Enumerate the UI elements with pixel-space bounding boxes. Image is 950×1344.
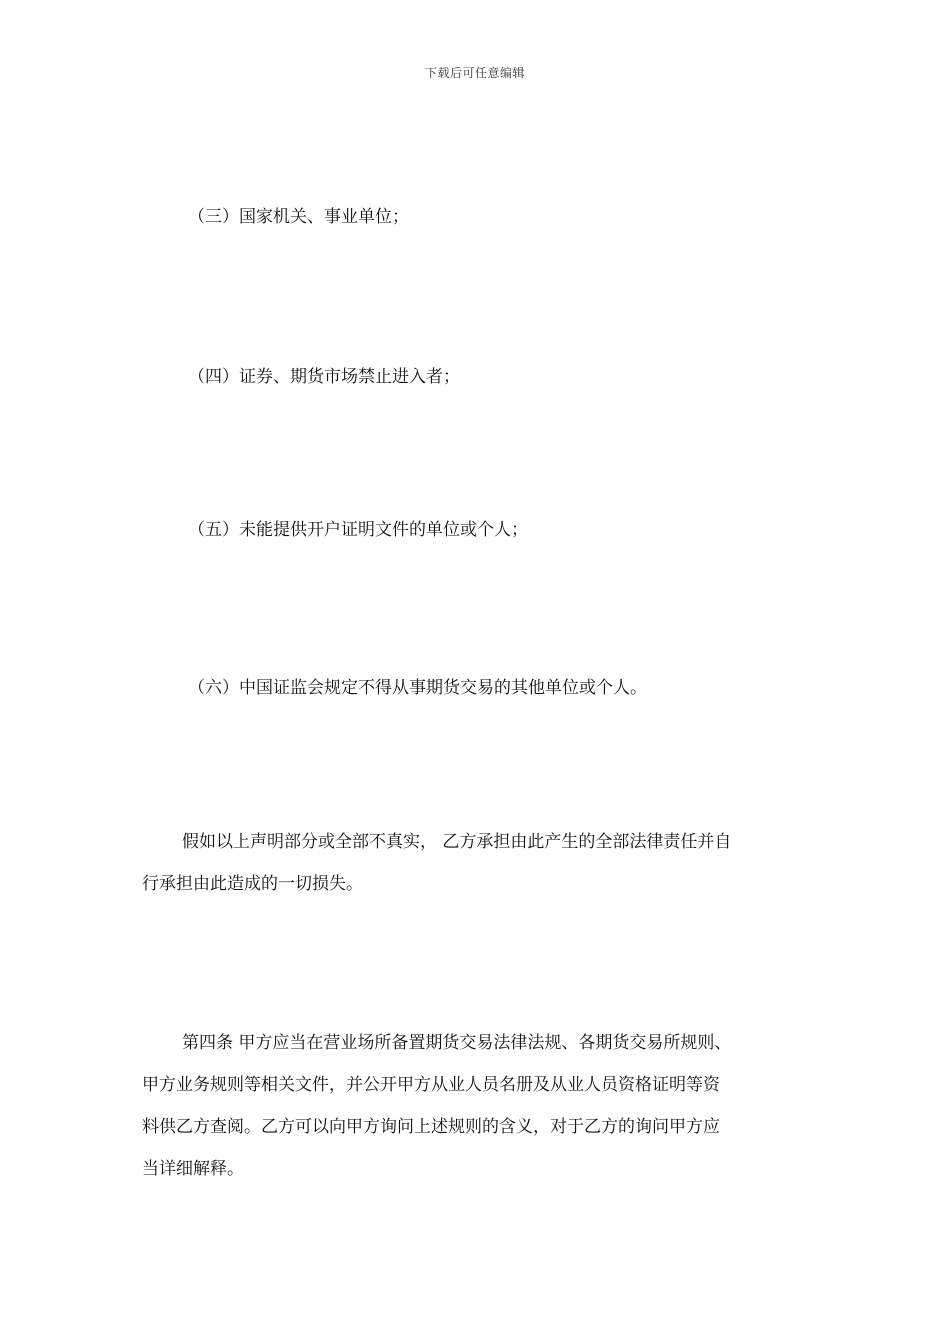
article-4-line: 料供乙方查阅。乙方可以向甲方询问上述规则的含义，对于乙方的询问甲方应 xyxy=(142,1117,720,1137)
declaration-line: 行承担由此造成的一切损失。 xyxy=(142,874,363,894)
declaration-paragraph xyxy=(142,821,812,905)
clause-item-6: （六）中国证监会规定不得从事期货交易的其他单位或个人。 xyxy=(188,678,647,698)
article-4-line: 甲方业务规则等相关文件，并公开甲方从业人员名册及从业人员资格证明等资 xyxy=(142,1075,720,1095)
article-4-line: 第四条 甲方应当在营业场所备置期货交易法律法规、各期货交易所规则、 xyxy=(182,1033,732,1053)
page-header: 下载后可任意编辑 xyxy=(424,66,525,80)
declaration-line: 假如以上声明部分或全部不真实， 乙方承担由此产生的全部法律责任并自 xyxy=(182,832,732,852)
article-4-paragraph xyxy=(142,1022,812,1190)
clause-item-3: （三）国家机关、事业单位； xyxy=(188,207,409,227)
clause-item-4: （四）证券、期货市场禁止进入者； xyxy=(188,367,460,387)
article-4-line: 当详细解释。 xyxy=(142,1159,244,1179)
clause-item-5: （五）未能提供开户证明文件的单位或个人； xyxy=(188,520,528,540)
